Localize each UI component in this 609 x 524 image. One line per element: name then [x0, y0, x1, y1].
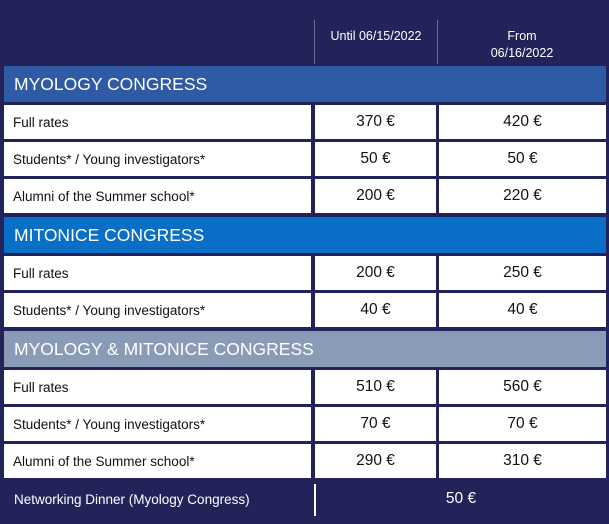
price-early: 70 €	[315, 407, 436, 441]
row-label: Alumni of the Summer school*	[4, 444, 311, 478]
price-late: 220 €	[439, 179, 606, 213]
row-label: Students* / Young investigators*	[4, 407, 311, 441]
section-title: MITONICE CONGRESS	[14, 224, 205, 245]
header-until	[315, 20, 437, 72]
row-label: Students* / Young investigators*	[4, 293, 311, 327]
networking-dinner-label: Networking Dinner (Myology Congress)	[14, 491, 250, 507]
price-late: 40 €	[439, 293, 606, 327]
price-late: 50 €	[439, 142, 606, 176]
price-early: 200 €	[315, 256, 436, 290]
price-early: 290 €	[315, 444, 436, 478]
header-from-label: From	[507, 29, 537, 43]
price-early: 370 €	[315, 105, 436, 139]
row-label: Full rates	[4, 256, 311, 290]
row-label: Full rates	[4, 105, 311, 139]
section-myology-mitonice	[4, 331, 606, 367]
section-myology	[4, 66, 606, 102]
price-early: 510 €	[315, 370, 436, 404]
price-late: 310 €	[439, 444, 606, 478]
price-late: 420 €	[439, 105, 606, 139]
row-label: Students* / Young investigators*	[4, 142, 311, 176]
header-until-date: Until 06/15/2022	[330, 29, 422, 43]
price-early: 50 €	[315, 142, 436, 176]
header-from	[438, 20, 606, 72]
networking-dinner-price: 50 €	[445, 490, 477, 507]
price-late: 70 €	[439, 407, 606, 441]
price-early: 40 €	[315, 293, 436, 327]
row-label: Alumni of the Summer school*	[4, 179, 311, 213]
section-title: MYOLOGY & MITONICE CONGRESS	[14, 338, 314, 359]
section-title: MYOLOGY CONGRESS	[14, 73, 208, 94]
row-label: Full rates	[4, 370, 311, 404]
header-from-date: 06/16/2022	[490, 46, 554, 60]
price-early: 200 €	[315, 179, 436, 213]
price-late: 560 €	[439, 370, 606, 404]
price-late: 250 €	[439, 256, 606, 290]
section-mitonice	[4, 217, 606, 253]
